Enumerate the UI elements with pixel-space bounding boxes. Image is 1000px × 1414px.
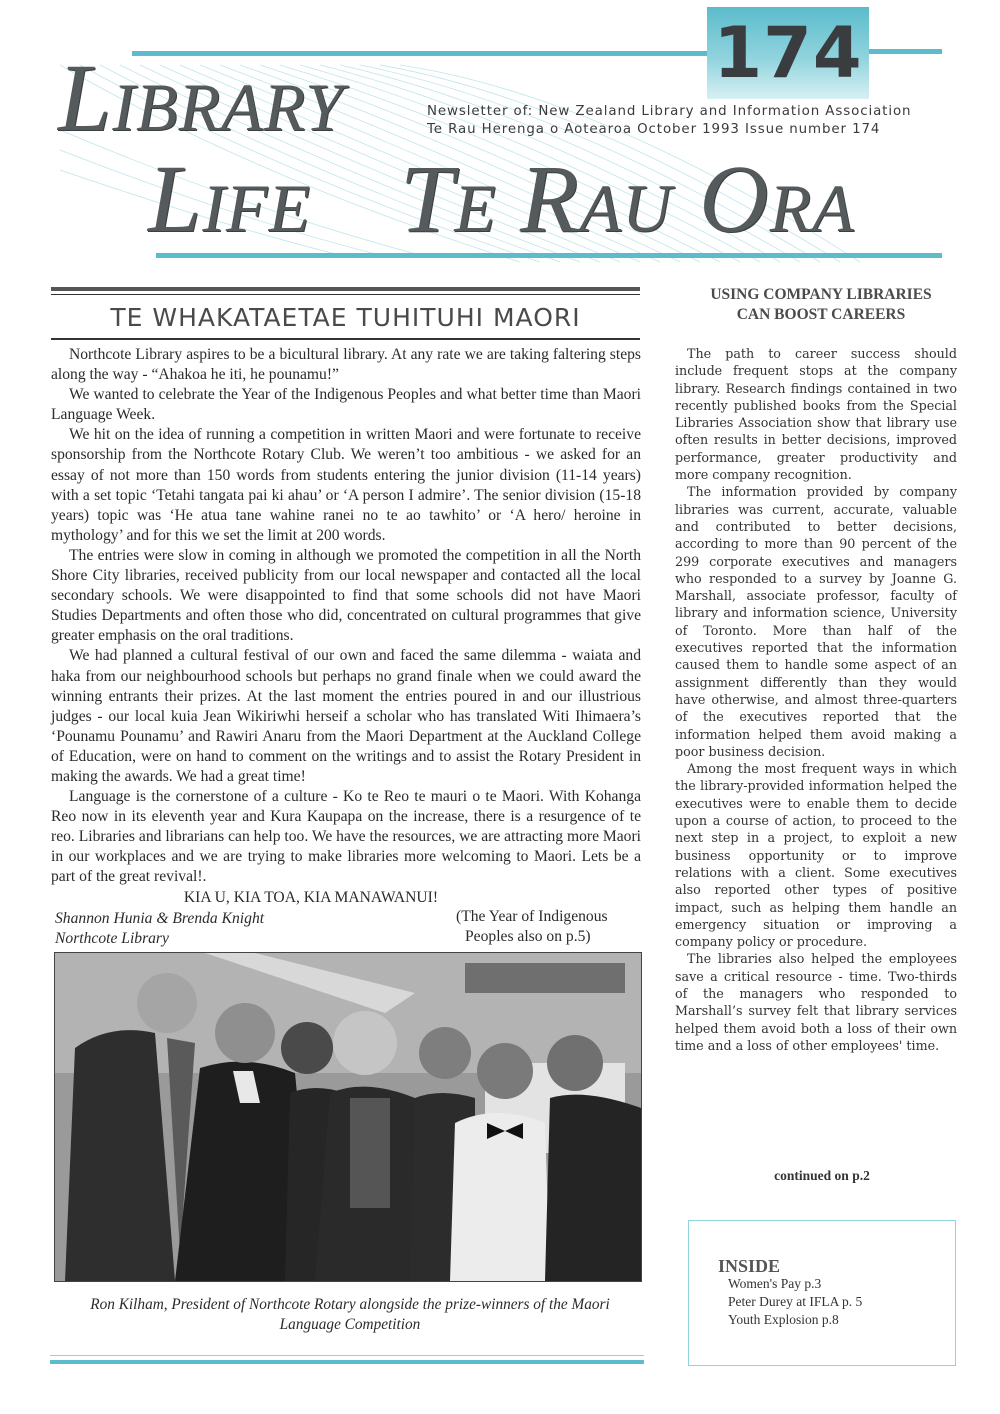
masthead-top-rule-right xyxy=(868,49,942,54)
masthead-subtitle-line1: Newsletter of: New Zealand Library and Information Association xyxy=(427,104,912,119)
side-article-paragraph: The information provided by company libraries was current, accurate, valuable and contributed to better decisions, according to more than 90 percent of the 299 corporate executives and managers who responded to a survey by Joanne G. Marshall, associate professor, faculty of library and information science, University of Toronto. More than half of the executives reported that the information caused them to handle some aspect of an assignment differently than they would have otherwise, and almost three-quarters of the executives reported that the information helped them avoid making a poor business decision. xyxy=(675,484,957,759)
masthead-title-te-rau-ora: TE RAU ORA xyxy=(400,145,855,252)
article-paragraph: Language is the cornerstone of a culture - Ko te Reo te mauri o te Maori. With Kohanga Reo now in its eleventh year and Kura Kaupapa on the increase, there is a resurgence of te reo. Libraries and librarians can help too. We have the resources, we are attracting more Maori in our workplaces and we are trying to make libraries more welcoming to Maori. Lets be a part of the great revival!. xyxy=(51,788,641,886)
side-article-paragraph: The libraries also helped the employees save a critical resource - time. Two-thirds of the managers who responded to Marshall’s survey felt that library services helped them avoid both a loss of their own time and a loss of other employees' time. xyxy=(675,951,957,1053)
issue-number-badge xyxy=(707,7,869,99)
side-article-paragraph: Among the most frequent ways in which the library-provided information helped the executives were to enable them to decide upon a course of action, to proceed to the next step in a project, to exploit a new business opportunity or to improve relations with a client. Some executives also reported other types of positive impact, such as helping them handle an emergency situation or improving a company policy or procedure. xyxy=(675,761,957,950)
article-paragraph: We hit on the idea of running a competition in written Maori and were fortunate to receive sponsorship from the Northcote Rotary Club. We weren’t too ambitious - we asked for an essay of not more than 150 words from students entering the junior division (11-14 years) with a set topic ‘Tetahi tangata pai ki ahau’ or ‘A person I admire’. The senior division (15-18 years) topic was ‘He atua tane wahine ranei no te ao tawhito’ or ‘A hero/ heroine in mythology’ and for this we set the limit at 200 words. xyxy=(51,426,641,544)
side-article-headline: USING COMPANY LIBRARIES CAN BOOST CAREERS xyxy=(710,286,932,323)
inside-item[interactable]: Peter Durey at IFLA p. 5 xyxy=(728,1294,863,1309)
issue-number: 174 xyxy=(713,12,863,94)
article-paragraph: The entries were slow in coming in although we promoted the competition in all the North Shore City libraries, received publicity from our local newspaper and contacted all the local secondary schools. We were disappointed to find that some schools did not have Maori Studies Departments and often those who did, concentrated on cultural programmes that give greater emphasis on the oral traditions. xyxy=(51,546,641,645)
footer-rule-thin xyxy=(50,1355,644,1356)
article-top-rule-thick xyxy=(51,287,640,291)
article-top-rule-thin xyxy=(51,294,640,295)
inside-item[interactable]: Youth Explosion p.8 xyxy=(728,1312,839,1327)
inside-item[interactable]: Women's Pay p.3 xyxy=(728,1276,822,1291)
masthead-subtitle-line2: Te Rau Herenga o Aotearoa October 1993 Issue number 174 xyxy=(427,122,881,137)
article-paragraph: We wanted to celebrate the Year of the Indigenous Peoples and what better time than Maori Language Week. xyxy=(51,386,641,424)
main-article-headline: TE WHAKATAETAE TUHITUHI MAORI xyxy=(110,303,581,332)
side-article-body xyxy=(675,345,957,1054)
article-paragraph: We had planned a cultural festival of our own and faced the same dilemma - waiata and haka from our neighbourhood schools but perhaps no grand finale when we could award the winning entrants their prizes. At the last moment the entries poured in and our illustrious judges - our local kuia Jean Wikiriwhi herseif a scholar who has translated Witi Ihimaera’s ‘Pounamu Pounamu’ and Rawiri Anaru from the Maori Department at the Auckland College of Education, were on hand to comment on the writings and to assist the Rotary President in making the awards. We had a great time! xyxy=(51,647,641,785)
masthead-title-life: LIFE xyxy=(148,145,312,252)
footer-rule-thick xyxy=(50,1360,644,1364)
inside-title: INSIDE xyxy=(718,1256,781,1276)
group-photo xyxy=(54,952,642,1282)
photo-caption: Ron Kilham, President of Northcote Rotary alongside the prize-winners of the Maori Language Competition xyxy=(90,1296,610,1333)
masthead-title-library: LIBRARY xyxy=(58,44,344,151)
group-photo-illustration xyxy=(55,953,641,1281)
headline-underline xyxy=(51,338,640,340)
article-slogan: KIA U, KIA TOA, KIA MANAWANUI! xyxy=(183,889,439,906)
article-paragraph: Northcote Library aspires to be a bicultural library. At any rate we are taking faltering steps along the way - “Ahakoa he iti, he pounamu!” xyxy=(51,346,641,384)
inside-contents-list xyxy=(728,1275,862,1329)
continued-on-link[interactable]: continued on p.2 xyxy=(774,1168,870,1183)
cross-reference-line1: (The Year of Indigenous xyxy=(456,908,608,925)
article-author-org: Northcote Library xyxy=(55,930,169,947)
main-article-body xyxy=(51,345,641,888)
cross-reference-line2: Peoples also on p.5) xyxy=(465,928,591,945)
side-article-paragraph: The path to career success should include frequent stops at the company library. Research findings contained in two recently published books from the Special Libraries Association show that library use often results in better decisions, improved performance, greater productivity and more company recognition. xyxy=(675,346,957,483)
article-authors: Shannon Hunia & Brenda Knight xyxy=(55,910,265,927)
